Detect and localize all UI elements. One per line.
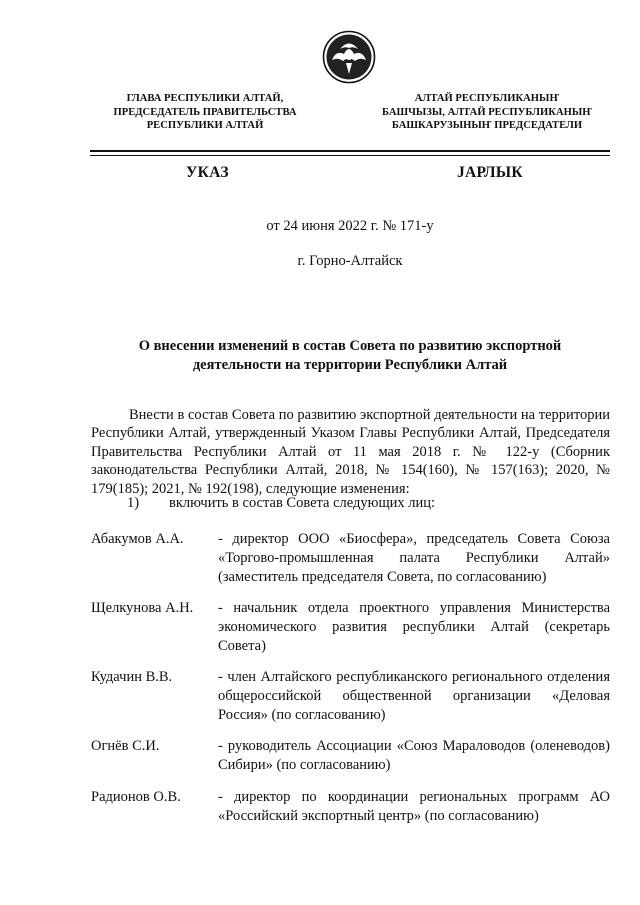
decree-title-ru: УКАЗ: [186, 164, 229, 181]
header-left-line: РЕСПУБЛИКИ АЛТАЙ: [146, 120, 264, 131]
list-item-text: включить в состав Совета следующих лиц:: [169, 495, 436, 511]
member-role: - директор ООО «Биосфера», председатель Совета Союза «Торгово-промышленная палата Республики Алтай» (заместитель председателя Совета, по согласованию): [218, 531, 610, 585]
header-right-line: БАШЧЫЗЫ, АЛТАЙ РЕСПУБЛИКАНЫҤ: [381, 106, 593, 118]
member-name: Щелкунова А.Н.: [91, 600, 194, 616]
decree-date-number: от 24 июня 2022 г. № 171-у: [266, 218, 434, 234]
member-role: - член Алтайского республиканского регионального отделения общероссийской общественной организации «Деловая Россия» (по согласованию): [218, 669, 610, 723]
list-item-number: 1): [127, 495, 140, 511]
list-item-1: [91, 495, 435, 512]
decree-title-alt: ЈАРЛЫК: [457, 164, 523, 181]
member-role: - руководитель Ассоциации «Союз Мараловодов (оленеводов) Сибири» (по согласованию): [218, 738, 610, 773]
coat-of-arms-emblem: [322, 30, 376, 84]
header-left-block: [95, 92, 315, 133]
member-name: Огнёв С.И.: [91, 738, 160, 754]
header-divider-thick: [90, 150, 610, 152]
decree-subject: О внесении изменений в состав Совета по развитию экспортной деятельности на территории Республики Алтай: [138, 338, 562, 373]
header-left-line: ПРЕДСЕДАТЕЛЬ ПРАВИТЕЛЬСТВА: [113, 106, 297, 118]
decree-intro-paragraph: Внести в состав Совета по развитию экспортной деятельности на территории Республики Алтай, утвержденный Указом Главы Республики Алтай, Председателя Правительства Республики Алтай от 11 мая 2018 г. № 122-у (Сборник законодательства Республики Алтай, 2018, № 154(160), № 157(163); 2020, № 179(185); 2021, № 192(198), следующие изменения:: [91, 407, 610, 497]
header-right-line: АЛТАЙ РЕСПУБЛИКАНЫҤ: [414, 93, 560, 104]
member-name: Радионов О.В.: [91, 789, 181, 805]
header-right-block: [372, 92, 602, 133]
header-right-line: БАШКАРУЗЫНЫҤ ПРЕДСЕДАТЕЛИ: [391, 120, 583, 131]
member-name: Кудачин В.В.: [91, 669, 173, 685]
decree-city: г. Горно-Алтайск: [297, 253, 403, 269]
member-role: - начальник отдела проектного управления Министерства экономического развития республики Алтай (секретарь Совета): [218, 600, 610, 654]
header-divider-thin: [90, 155, 610, 156]
member-role: - директор по координации региональных программ АО «Российский экспортный центр» (по согласованию): [218, 789, 610, 824]
header-left-line: ГЛАВА РЕСПУБЛИКИ АЛТАЙ,: [126, 93, 284, 104]
member-name: Абакумов А.А.: [91, 531, 184, 547]
